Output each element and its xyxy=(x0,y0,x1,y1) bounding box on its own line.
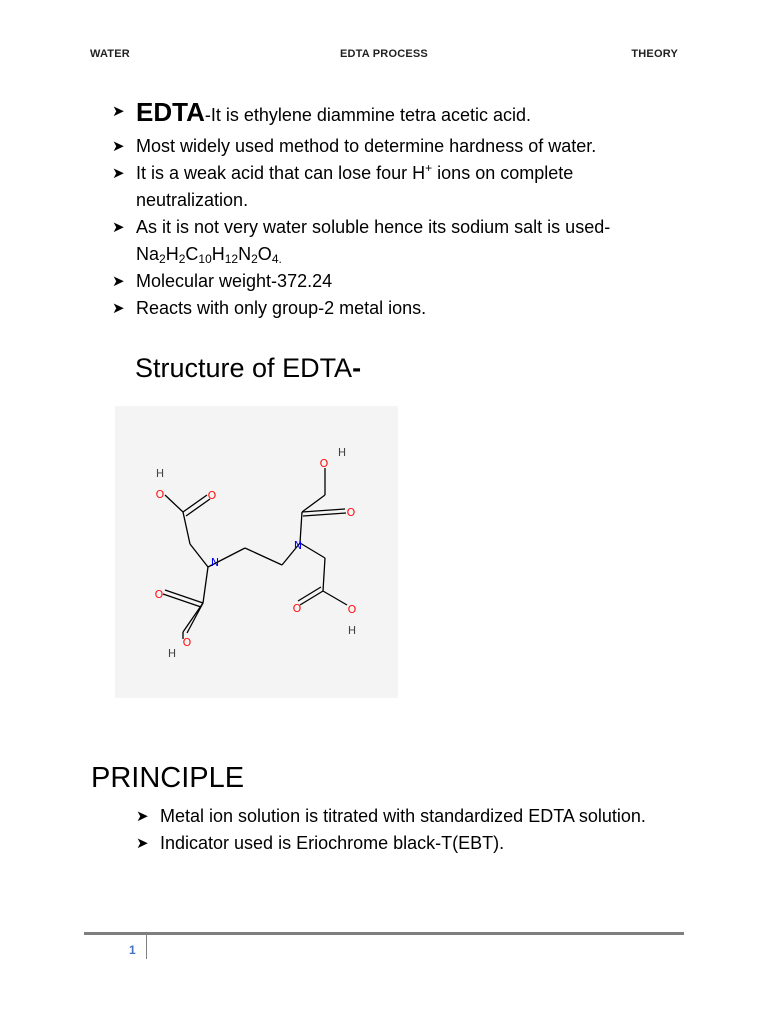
list-item xyxy=(112,94,672,133)
bonds xyxy=(163,468,347,639)
arrowhead-bullet-icon: ➤ xyxy=(112,219,125,236)
list-item xyxy=(136,803,678,830)
footer-separator xyxy=(146,935,147,959)
oxygen-label: O xyxy=(346,506,356,519)
list-item-text: -It is ethylene diammine tetra acetic acid. xyxy=(204,105,532,125)
header-center: EDTA PROCESS xyxy=(340,48,428,60)
oxygen-label: O xyxy=(155,488,165,501)
arrowhead-bullet-icon: ➤ xyxy=(112,138,125,155)
hydrogen-label: H xyxy=(337,446,347,459)
footer-rule xyxy=(84,932,684,935)
hydrogen-label: H xyxy=(347,624,357,637)
principle-heading: PRINCIPLE xyxy=(91,762,245,794)
oxygen-label: O xyxy=(292,602,302,615)
arrowhead-bullet-icon: ➤ xyxy=(112,273,125,290)
hydrogen-label: H xyxy=(155,467,165,480)
list-item xyxy=(112,268,672,295)
arrowhead-bullet-icon: ➤ xyxy=(112,103,125,120)
list-item xyxy=(112,133,672,160)
arrowhead-bullet-icon: ➤ xyxy=(136,808,149,825)
list-item-text: Reacts with only group-2 metal ions. xyxy=(136,298,427,318)
structure-title: Structure of EDTA- xyxy=(135,353,362,383)
list-item-text: Metal ion solution is titrated with standardized EDTA solution. xyxy=(160,806,646,826)
list-item-text: Indicator used is Eriochrome black-T(EBT). xyxy=(160,833,505,853)
nitrogen-label: N xyxy=(210,556,220,569)
list-item xyxy=(112,214,672,268)
oxygen-label: O xyxy=(207,489,217,502)
oxygen-label: O xyxy=(347,603,357,616)
list-item xyxy=(112,295,672,322)
header-right: THEORY xyxy=(631,48,678,60)
oxygen-label: O xyxy=(319,457,329,470)
list-item-text: Most widely used method to determine hardness of water. xyxy=(136,136,597,156)
oxygen-label: O xyxy=(154,588,164,601)
list-item-text: ions on complete neutralization. xyxy=(136,163,574,210)
arrowhead-bullet-icon: ➤ xyxy=(136,835,149,852)
molecule-svg xyxy=(115,406,398,698)
sodium-salt-formula: $Na_2H_2C_{10}H_{12}N_2O_{4.}$ xyxy=(136,244,282,266)
oxygen-label: O xyxy=(182,636,192,649)
edta-facts-list xyxy=(112,94,672,322)
list-item xyxy=(136,830,678,857)
arrowhead-bullet-icon: ➤ xyxy=(112,300,125,317)
nitrogen-label: N xyxy=(293,539,303,552)
edta-structure-diagram xyxy=(115,406,398,698)
header-left: WATER xyxy=(90,48,130,60)
superscript: + xyxy=(425,161,433,175)
page-number: 1 xyxy=(129,943,136,957)
edta-term: EDTA xyxy=(136,97,205,127)
list-item-text: Molecular weight-372.24 xyxy=(136,271,333,291)
list-item xyxy=(112,160,672,214)
list-item-text: It is a weak acid that can lose four H xyxy=(136,163,426,183)
principle-list xyxy=(136,803,678,857)
list-item-text: As it is not very water soluble hence its sodium salt is used- xyxy=(136,217,611,237)
hydrogen-label: H xyxy=(167,647,177,660)
arrowhead-bullet-icon: ➤ xyxy=(112,165,125,182)
